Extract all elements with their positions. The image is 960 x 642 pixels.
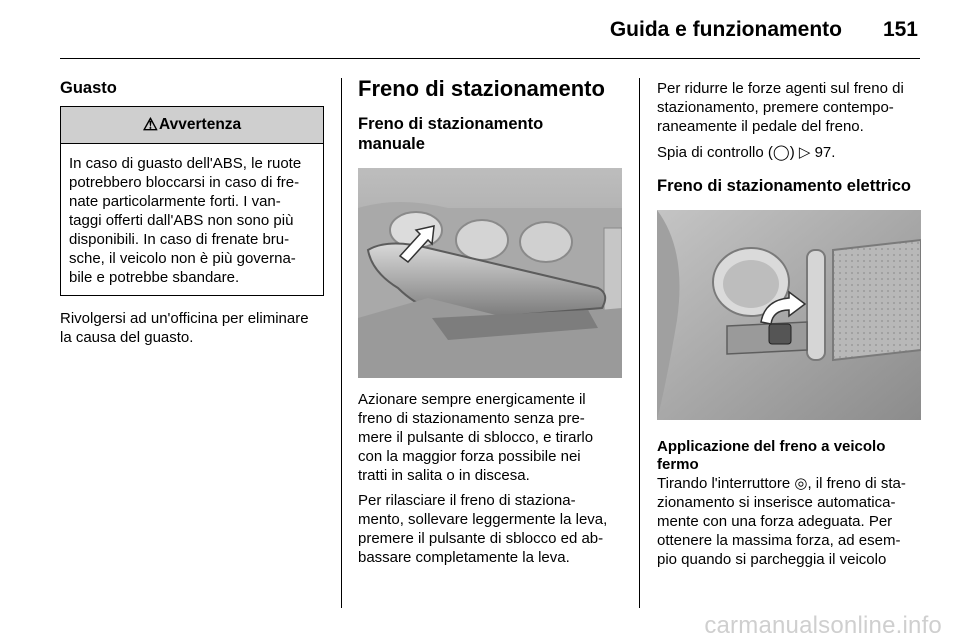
paragraph-line: con la maggior forza possibile nei [358, 448, 581, 465]
paragraph-line: mente con una forza adeguata. Per [657, 513, 893, 530]
page-reference: 97. [814, 144, 836, 161]
left-column [60, 76, 324, 347]
paragraph-line: premere il pulsante di sblocco ed ab- [358, 530, 604, 547]
paragraph-line: mere il pulsante di sblocco, e tirarlo [358, 429, 594, 446]
electric-brake-heading: Freno di stazionamento elettrico [657, 177, 911, 195]
indicator-reference [657, 143, 921, 162]
header-rule [60, 58, 920, 59]
right-paragraph-1 [657, 79, 921, 136]
paragraph-line: raneamente il pedale del freno. [657, 118, 864, 135]
paragraph-line: tratti in salita o in discesa. [358, 467, 530, 484]
warning-line: taggi offerti dall'ABS non sono più [69, 212, 294, 229]
warning-line: nate particolarmente forti. I van- [69, 193, 281, 210]
page-section-title: Freno di stazionamento [358, 76, 605, 101]
manual-handbrake-illustration [358, 168, 622, 378]
paragraph-line: bassare completamente la leva. [358, 549, 570, 566]
watermark: carmanualsonline.info [704, 612, 942, 639]
subtitle-line: manuale [358, 135, 425, 153]
warning-title: Avvertenza [159, 116, 242, 133]
brake-indicator-icon: (◯) [767, 144, 795, 161]
paragraph-fragment: , il freno di sta- [807, 475, 906, 492]
paragraph-line: stazionamento, premere contempo- [657, 99, 894, 116]
paragraph-line: Rivolgersi ad un'officina per eliminare [60, 310, 309, 327]
paragraph-line: pio quando si parcheggia il veicolo [657, 551, 887, 568]
header-title: Guida e funzionamento [609, 18, 842, 41]
subtitle-line: Freno di stazionamento [358, 115, 544, 133]
column-divider-right [639, 78, 640, 608]
electric-brake-subheading [657, 438, 921, 474]
right-paragraph-2 [657, 474, 921, 569]
paragraph-line: Azionare sempre energicamente il [358, 391, 586, 408]
middle-paragraph-1 [358, 390, 622, 485]
middle-paragraph-2 [358, 491, 622, 567]
paragraph-fragment: Tirando l'interruttore [657, 475, 791, 492]
warning-text [61, 144, 323, 295]
paragraph-line: Per ridurre le forze agenti sul freno di [657, 80, 904, 97]
paragraph-line: freno di stazionamento senza pre- [358, 410, 585, 427]
left-paragraph [60, 309, 324, 347]
warning-header [61, 107, 323, 144]
warning-line: bile e potrebbe sbandare. [69, 269, 240, 286]
paragraph-line: la causa del guasto. [60, 329, 194, 346]
paragraph-line: Per rilasciare il freno di staziona- [358, 492, 576, 509]
warning-line: disponibili. In caso di frenate bru- [69, 231, 290, 248]
column-divider-left [341, 78, 342, 608]
warning-triangle-icon: ⚠ [142, 115, 159, 134]
subheading-line: Applicazione del freno a veicolo [657, 438, 886, 455]
paragraph-line: ottenere la massima forza, ad esem- [657, 532, 901, 549]
brake-switch-icon: ◎ [794, 475, 808, 492]
section-heading-guasto: Guasto [60, 79, 117, 97]
manual-brake-heading [358, 114, 622, 154]
right-column [657, 76, 921, 569]
indicator-text: Spia di controllo [657, 144, 764, 161]
warning-line: In caso di guasto dell'ABS, le ruote [69, 155, 302, 172]
reference-arrow-icon: ▷ [798, 144, 811, 161]
electric-brake-switch-illustration [657, 210, 921, 420]
subheading-line: fermo [657, 456, 699, 473]
warning-line: sche, il veicolo non è più governa- [69, 250, 296, 267]
paragraph-line: mento, sollevare leggermente la leva, [358, 511, 608, 528]
paragraph-line: zionamento si inserisce automatica- [657, 494, 896, 511]
paragraph-line [657, 474, 921, 493]
warning-box [60, 106, 324, 296]
page-number: 151 [882, 18, 918, 41]
warning-line: potrebbero bloccarsi in caso di fre- [69, 174, 300, 191]
middle-column [358, 76, 622, 567]
